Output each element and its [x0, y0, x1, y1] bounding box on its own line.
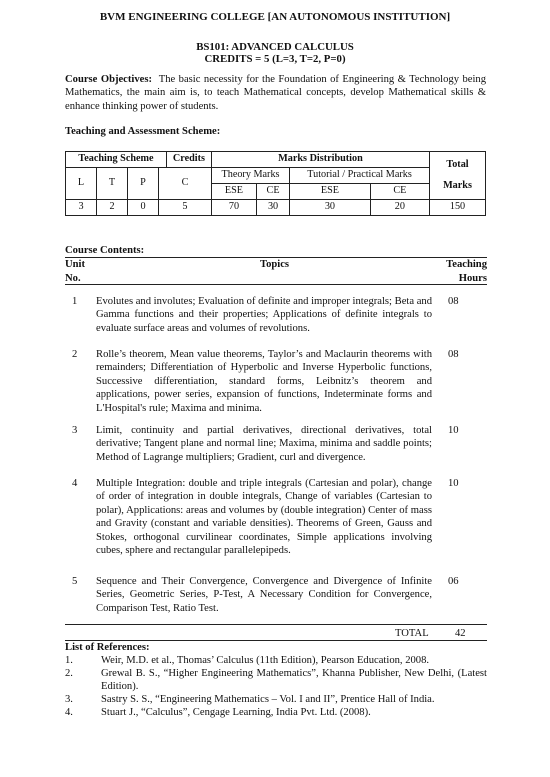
- theory-marks-header: Theory Marks: [211, 168, 289, 184]
- value-p: 0: [128, 200, 159, 216]
- total-marks-header: [430, 152, 486, 200]
- total-hours: 42: [455, 628, 466, 639]
- references-heading: List of References:: [65, 642, 150, 653]
- reference-text: Sastry S. S., “Engineering Mathematics – Vol. I and II”, Prentice Hall of India.: [101, 694, 435, 705]
- topics-column-header: Topics: [260, 259, 290, 270]
- value-total: 150: [430, 200, 486, 216]
- col-c: C: [159, 168, 212, 200]
- marks-distribution-header: Marks Distribution: [211, 152, 429, 168]
- total-header-line1: Total: [446, 159, 469, 171]
- credits-line: CREDITS = 5 (L=3, T=2, P=0): [204, 53, 346, 65]
- objectives-text: The basic necessity for the Foundation of Engineering & Technology being Mathematics, the main aim is, to teach Mathematical concepts, develop Mathematical skills & enhance thinking power of students.: [65, 74, 487, 112]
- hours-header-line1: Teaching: [446, 259, 487, 270]
- value-theory-ese: 70: [211, 200, 256, 216]
- scheme-heading: Teaching and Assessment Scheme:: [65, 126, 221, 137]
- tp-ce-header: CE: [370, 184, 429, 200]
- tutorial-practical-header: Tutorial / Practical Marks: [290, 168, 430, 184]
- unit-topics: Limit, continuity and partial derivatives, directional derivatives, total derivative; Tangent plane and normal line; Maxima, minima and saddle points; Method of Lagrange multipliers; Gradient, curl and divergence.: [96, 425, 432, 463]
- reference-text: Stuart J., “Calculus”, Cengage Learning, India Pvt. Ltd. (2008).: [101, 707, 371, 718]
- credits-header: Credits: [166, 152, 211, 168]
- course-objectives: [65, 73, 486, 113]
- col-p: P: [128, 168, 159, 200]
- unit-hours: 10: [448, 425, 459, 436]
- hours-header-line2: Hours: [458, 272, 487, 284]
- teaching-scheme-header: Teaching Scheme: [66, 152, 167, 168]
- objectives-label: Course Objectives:: [65, 74, 153, 85]
- unit-hours: 06: [448, 576, 459, 587]
- unit-header-line1: Unit: [65, 259, 86, 270]
- unit-topics: Rolle’s theorem, Mean value theorems, Taylor’s and Maclaurin theorems with remainders; Differentiation of Hyperbolic and Inverse Hyperbolic functions, Successive differentiation, standard forms, Leibnitz’s theorem and applications, power series, expansion of functions, Indeterminate forms and L'Hospital's rule; Maxima and minima.: [96, 349, 432, 414]
- value-l: 3: [66, 200, 97, 216]
- reference-text: Weir, M.D. et al., Thomas’ Calculus (11th Edition), Pearson Education, 2008.: [101, 655, 430, 666]
- value-tp-ese: 30: [290, 200, 371, 216]
- reference-number: 3.: [65, 694, 73, 705]
- value-t: 2: [97, 200, 128, 216]
- unit-number: 1: [72, 296, 78, 307]
- unit-number: 3: [72, 425, 78, 436]
- tp-ese-header: ESE: [290, 184, 371, 200]
- theory-ce-header: CE: [257, 184, 290, 200]
- unit-column-header: [65, 258, 85, 286]
- reference-number: 4.: [65, 707, 73, 718]
- unit-number: 2: [72, 349, 78, 360]
- institution-title: BVM ENGINEERING COLLEGE [AN AUTONOMOUS INSTITUTION]: [99, 11, 451, 23]
- unit-topics: Multiple Integration: double and triple integrals (Cartesian and polar), change of order of integration in double integrals, Change of variables (Cartesian to polar), Applications: areas and volumes by (double integration) Center of mass and Gravity (constant and variable densities). Theorems of Green, Gauss and Stokes, orthogonal curvilinear coordinates, Simple applications involving cubes, sphere and rectangular parallelepipeds.: [96, 478, 432, 557]
- col-l: L: [66, 168, 97, 200]
- total-header-line2: Marks: [443, 179, 472, 191]
- hours-column-header: [440, 258, 487, 286]
- col-t: T: [97, 168, 128, 200]
- contents-header-rule: [65, 284, 487, 285]
- value-theory-ce: 30: [257, 200, 290, 216]
- contents-heading: Course Contents:: [65, 245, 145, 256]
- reference-text: Grewal B. S., “Higher Engineering Mathematics”, Khanna Publisher, New Delhi, (Latest Edition).: [101, 668, 487, 693]
- theory-ese-header: ESE: [211, 184, 256, 200]
- value-c: 5: [159, 200, 212, 216]
- total-label: TOTAL: [395, 628, 429, 639]
- unit-number: 4: [72, 478, 78, 489]
- value-tp-ce: 20: [370, 200, 429, 216]
- total-top-rule: [65, 624, 487, 625]
- unit-topics: Sequence and Their Convergence, Convergence and Divergence of Infinite Series, Geometric Series, P-Test, A Necessary Condition for Convergence, Comparison Test, Ratio Test.: [96, 576, 432, 614]
- unit-number: 5: [72, 576, 78, 587]
- unit-topics: Evolutes and involutes; Evaluation of definite and improper integrals; Beta and Gamma functions and their properties; Applications of definite integrals to evaluate surface areas and volumes of revolutions.: [96, 296, 432, 334]
- unit-hours: 08: [448, 296, 459, 307]
- reference-number: 1.: [65, 655, 73, 666]
- reference-number: 2.: [65, 668, 73, 679]
- course-title: BS101: ADVANCED CALCULUS: [196, 41, 354, 53]
- unit-hours: 10: [448, 478, 459, 489]
- unit-hours: 08: [448, 349, 459, 360]
- unit-header-line2: No.: [65, 272, 81, 284]
- assessment-scheme-table: [65, 151, 486, 216]
